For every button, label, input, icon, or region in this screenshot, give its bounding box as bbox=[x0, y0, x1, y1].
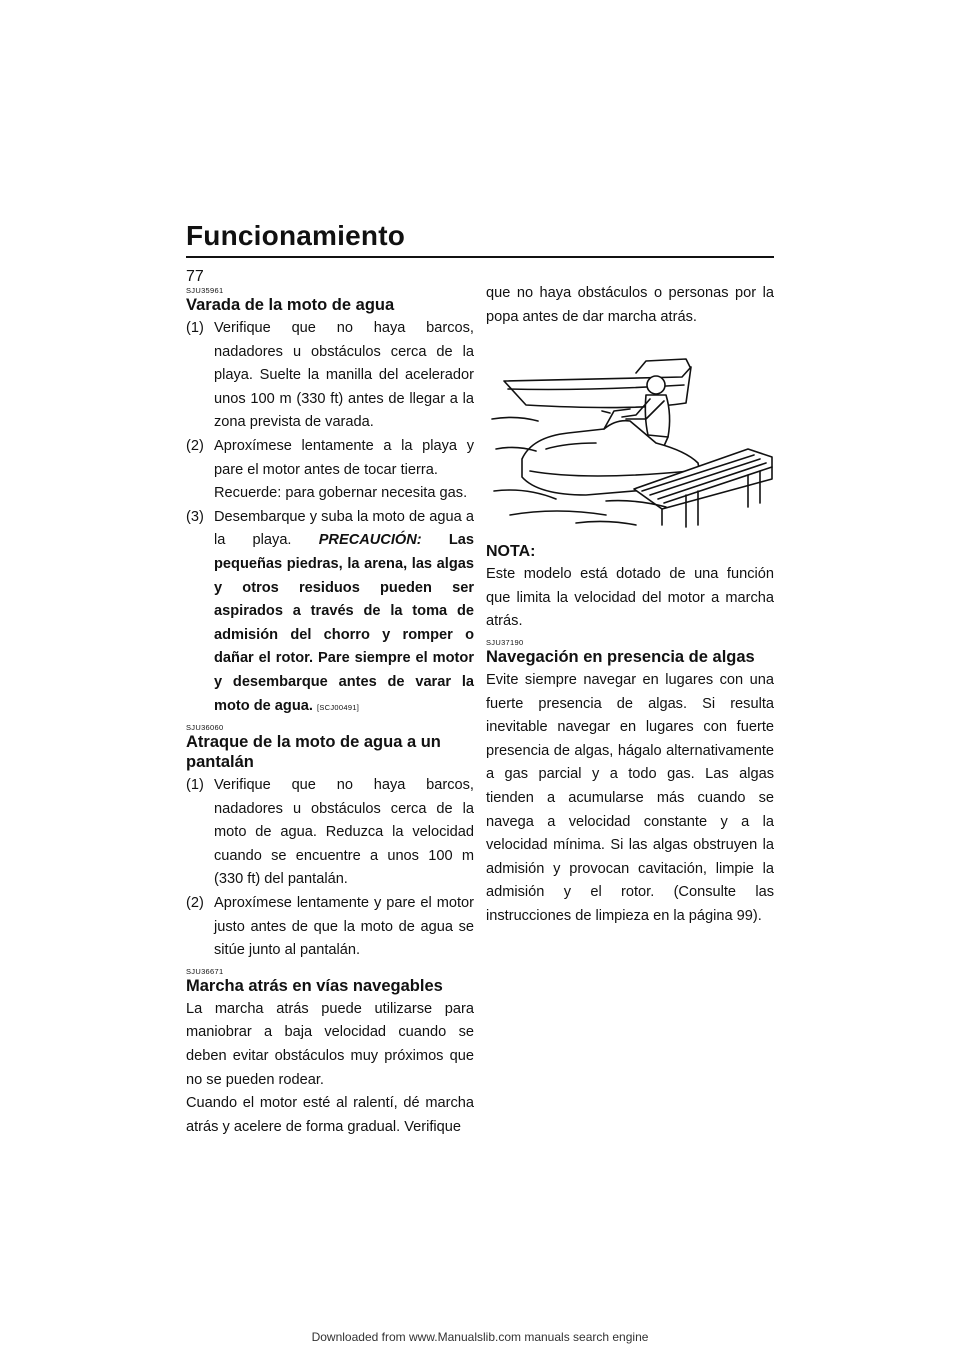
step-number: (1) bbox=[186, 320, 204, 336]
section-code: SJU35961 bbox=[186, 286, 224, 295]
step-item bbox=[186, 317, 474, 435]
step-text: Verifique que no haya barcos, nadadores u obstáculos cerca de la moto de agua. Reduzca la velocidad cuando se encuentre a unos 100 m (330 ft) del pantalán. bbox=[214, 777, 474, 888]
section-marcha-atras bbox=[186, 967, 474, 1140]
step-text: Aproxímese lentamente a la playa y pare el motor antes de tocar tierra. bbox=[214, 437, 474, 478]
paragraph: La marcha atrás puede utilizarse para maniobrar a baja velocidad cuando se deben evitar obstáculos muy próximos que no se pueden rodear. bbox=[186, 1000, 474, 1088]
page-title: Funcionamiento bbox=[186, 220, 406, 251]
section-title: Navegación en presencia de algas bbox=[486, 647, 755, 666]
section-title: Marcha atrás en vías navegables bbox=[186, 976, 443, 995]
step-text: Desembarque y suba la moto de agua a la playa. bbox=[214, 508, 474, 549]
section-code: SJU36671 bbox=[186, 966, 224, 976]
section-title: Atraque de la moto de agua a un pantalán bbox=[186, 733, 441, 772]
footer-watermark: Downloaded from www.Manualslib.com manuals search engine bbox=[311, 1330, 649, 1344]
step-number: (2) bbox=[186, 437, 204, 454]
section-atraque bbox=[186, 723, 474, 963]
step-item bbox=[186, 774, 474, 892]
note-label: NOTA: bbox=[486, 543, 536, 561]
section-title: Varada de la moto de agua bbox=[186, 296, 395, 314]
step-item bbox=[186, 892, 474, 963]
step-item bbox=[186, 506, 474, 719]
section-code: SJU36060 bbox=[186, 723, 224, 733]
step-number: (1) bbox=[186, 777, 204, 794]
section-algas bbox=[486, 638, 774, 929]
step-number: (2) bbox=[186, 895, 204, 912]
jet-ski-docking-illustration bbox=[486, 339, 774, 529]
step-note: Recuerde: para gobernar necesita gas. bbox=[214, 485, 468, 502]
paragraph: Evite siempre navegar en lugares con una fuerte presencia de algas. Si resulta inevitable navegar en lugares con fuerte presencia de algas, hágalo alternativamente a gas parcial y a todo gas. Las algas tienden a acumularse más cuando se navega a velocidad constante y a la velocidad mínima. Si las algas obstruyen la admisión y provocan cavitación, limpie la admisión y el rotor. (Consulte las instrucciones de limpieza en la página 99). bbox=[486, 671, 774, 924]
caution-code: [SCJ00491] bbox=[316, 702, 360, 712]
step-list bbox=[186, 317, 474, 719]
step-text: Verifique que no haya barcos, nadadores u obstáculos cerca de la playa. Suelte la manilla del acelerador unos 100 m (330 ft) antes de llegar a la zona prevista de varada. bbox=[214, 320, 474, 431]
page-header bbox=[186, 220, 774, 258]
step-list bbox=[186, 774, 474, 963]
page-number: 77 bbox=[186, 268, 204, 285]
section-code: SJU37190 bbox=[486, 637, 524, 647]
right-column bbox=[486, 282, 774, 929]
caution-label: PRECAUCIÓN: bbox=[318, 532, 422, 549]
left-column bbox=[186, 282, 474, 1139]
step-text: Aproxímese lentamente y pare el motor justo antes de que la moto de agua se sitúe junto al pantalán. bbox=[214, 895, 474, 959]
paragraph: Cuando el motor esté al ralentí, dé marcha atrás y acelere de forma gradual. Verifique bbox=[186, 1095, 474, 1135]
step-item bbox=[186, 435, 474, 506]
note-text: Este modelo está dotado de una función que limita la velocidad del motor a marcha atrás. bbox=[486, 566, 774, 630]
header-rule bbox=[186, 256, 774, 258]
caution-text: Las pequeñas piedras, la arena, las algas y otros residuos pueden ser aspirados a través de la toma de admisión del chorro y romper o dañar el rotor. Pare siempre el motor y desembarque antes de varar la moto de agua. bbox=[214, 532, 474, 714]
paragraph-continued: que no haya obstáculos o personas por la popa antes de dar marcha atrás. bbox=[486, 285, 774, 325]
step-number: (3) bbox=[186, 508, 204, 525]
section-varada bbox=[186, 286, 474, 719]
